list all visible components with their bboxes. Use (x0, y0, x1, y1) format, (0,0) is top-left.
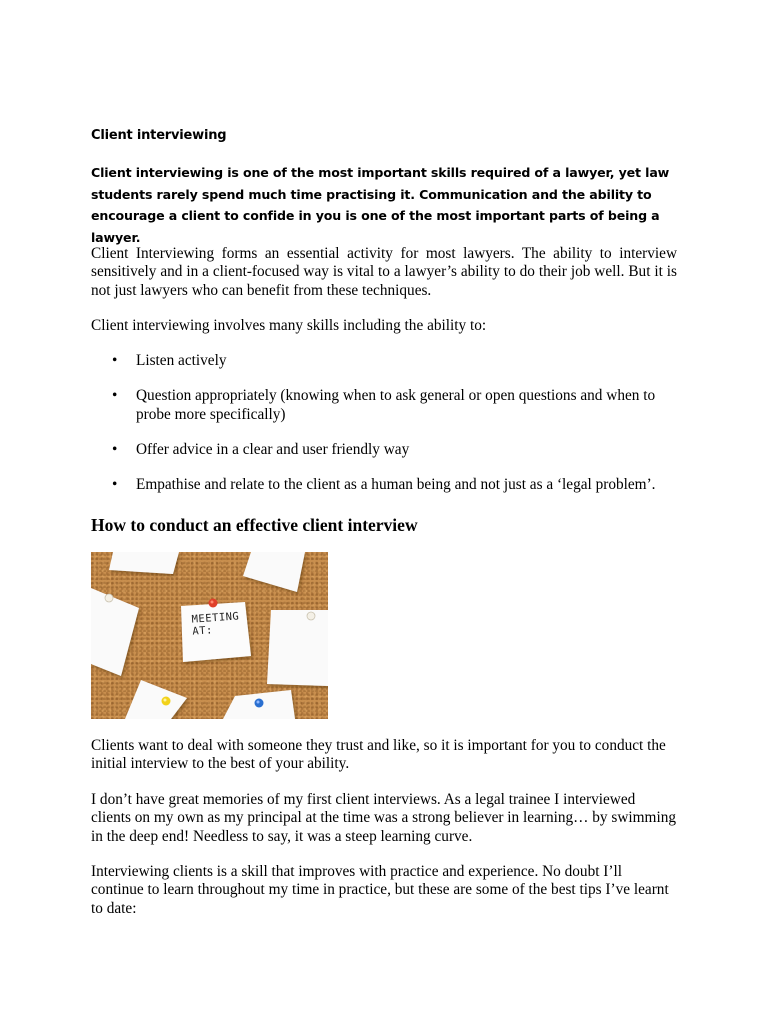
paragraph-interviewing-essential: Client Interviewing forms an essential activity for most lawyers. The ability to interview sensitively and in a client-focused way is vital to a lawyer’s ability to do their job well. But it is not just lawyers who can benefit from these techniques. (91, 245, 677, 299)
white-pushpin (307, 612, 315, 620)
list-item-text: Listen actively (136, 352, 227, 369)
list-item (91, 441, 677, 459)
list-item-text: Empathise and relate to the client as a human being and not just as a ‘legal problem’. (136, 476, 656, 494)
paragraph-practice-tips: Interviewing clients is a skill that improves with practice and experience. No doubt I’ll continue to learn throughout my time in practice, but these are some of the best tips I’ve learnt to date: (91, 863, 669, 917)
bullet-marker: • (112, 476, 118, 494)
bullet-marker: • (112, 352, 118, 369)
list-item-text: Question appropriately (knowing when to ask general or open questions and when to probe more specifically) (136, 387, 656, 423)
section-heading: How to conduct an effective client interview (91, 515, 418, 535)
list-item (91, 387, 677, 424)
sticky-note (267, 610, 328, 686)
section-title: Client interviewing (91, 128, 227, 143)
sticky-note (109, 552, 179, 574)
bullet-marker: • (112, 387, 118, 405)
note-handwriting (191, 610, 240, 637)
list-item (91, 352, 677, 370)
paragraph-first-interviews: I don’t have great memories of my first client interviews. As a legal trainee I interviewed clients on my own as my principal at the time was a strong believer in learning… by swimming in the deep end! Needless to say, it was a steep learning curve. (91, 791, 676, 845)
sticky-note (125, 680, 187, 719)
paragraph-skills-intro: Client interviewing involves many skills including the ability to: (91, 317, 487, 334)
bullet-marker: • (112, 440, 118, 458)
paragraph-clients-trust: Clients want to deal with someone they trust and like, so it is important for you to conduct the initial interview to the best of your ability. (91, 737, 666, 773)
corkboard-image (91, 552, 328, 719)
skills-list (91, 352, 677, 494)
note-line-2: AT: (192, 624, 214, 638)
intro-paragraph: Client interviewing is one of the most important skills required of a lawyer, yet law students rarely spend much time practising it. Communication and the ability to encourage a client to confide in you is one of the most important parts of being a lawyer. (91, 165, 670, 245)
white-pushpin (105, 594, 113, 602)
list-item (91, 476, 677, 494)
note-line-1: MEETING (191, 610, 240, 626)
sticky-note (243, 552, 305, 592)
list-item-text: Offer advice in a clear and user friendly way (136, 440, 410, 458)
sticky-note (91, 588, 139, 676)
